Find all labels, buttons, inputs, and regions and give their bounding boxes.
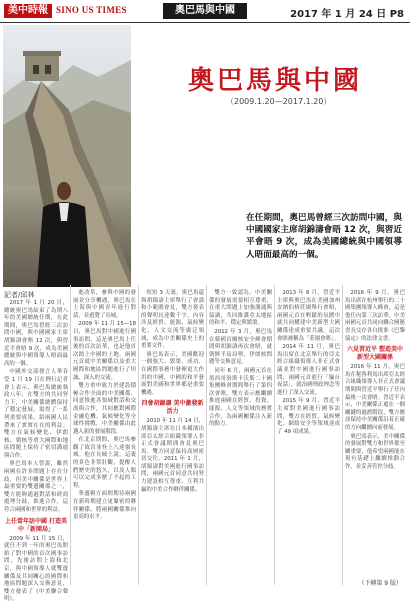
article-column-6 [345, 290, 405, 576]
column-paragraph: 2017 年 1 月 20 日，總統奧巴馬結束了為期八年的美國總統任期，在此期間，奧巴馬曾經三次訪問中國，與中國國家主席胡錦濤會晤 12 次，與習近平會晤 9 次，成為美國總統與中國領導人晤面最高的一個。 [4, 300, 68, 367]
column-paragraph: 2016 年 11 月，奧巴馬在秘魯利馬出席亞太經合組織領導人非正式會議期間與習近平舉行了任內最後一次會晤。習近平表示，中美關係正處在一個關鍵的過渡階段，雙方應該保持中美關係沿着正確的方向繼續向前發展。 [345, 364, 405, 431]
article-column-5 [277, 290, 340, 585]
article-column-4 [209, 290, 272, 585]
obama-great-wall-photo [3, 25, 131, 287]
column-paragraph: 2013 年 6 月，習近平主席與奧巴馬在美國加州安納伯格莊園舉行會晤，兩國元首在輕鬆的氛圍中就共同構建中美新型大國關係達成重要共識，這次會晤被稱為「莊園會晤」。 [277, 290, 340, 342]
page-date: 2017 年 1 月 24 日 P8 [290, 9, 404, 20]
column-paragraph: 2016 年 9 月，奧巴馬出席在杭州舉行的二十國集團領導人峰會，這是他任內第三次訪華。中美兩國元首共同向聯合國秘書長交存各自批准《巴黎協定》的法律文書。 [345, 290, 405, 342]
column-paragraph: 奧巴馬本人曾說，雖然兩國在許多問題上存在分歧，但美中關係是世界上最重要的雙邊關係之一，雙方能夠通過對話和磋商處理分歧，推進合作，這符合兩國和世界的利益。 [4, 461, 68, 514]
column-paragraph: 中國外交部發言人華春瑩 1 月 19 日在例行記者會上表示，奧巴馬總統執政八年，在雙方的共同努力下，中美關係總體保持了穩定發展，取得了一系列重要成果，給兩國人民帶來了實實在在的利益。雙方在氣候變化、伊朗核、朝核等重大國際和地區問題上保持了密切溝通與合作。 [4, 369, 68, 459]
column-divider [342, 285, 343, 585]
column-subhead: 上任當年訪中國 打造美中「新開局」 [4, 517, 68, 533]
column-paragraph: 短短 3 天裏，奧巴馬還與胡錦濤主席舉行了會談和小範圍會見，雙方發表的聲明長達數千字，內容涉及經貿、能源、氣候變化、人文交流等廣泛領域，成為中美關係史上的重要文件。 [141, 290, 204, 350]
column-paragraph: 2009 年 11 月 15 日，就任不到一年的奧巴馬開始了對中國的首次國事訪問，先後訪問上海和北京，與中國領導人就雙邊關係及共同關心的國際和地區問題深入交換意見，雙方發表了《中美聯合聲明》。 [4, 535, 68, 603]
newspaper-brand: SINO US TIMES [56, 5, 127, 15]
column-divider [274, 285, 275, 585]
column-paragraph: 進改革，參與中國的發展並分享機遇，奧巴馬在上海與中國青年進行對話，並遊覽了長城。 [73, 290, 136, 319]
column-paragraph: 在北京期間，奧巴馬參觀了故宮並登上八達嶺長城。他在長城上說，這裏的景色非常壯觀，提醒人們歷史的悠久，以及人類可以完成多麼了不起的工程。 [73, 437, 136, 489]
column-paragraph: 雙方一致認為，中美關係的發展需要相互尊重，在重大問題上加強溝通與協調，共同維護亞太地區的和平、穩定與繁榮。 [209, 290, 272, 327]
headline: 奧巴馬與中國 [188, 66, 363, 96]
column-paragraph: 2009 年 11 月 15—18 日，奧巴馬對中國進行國事訪問。這是奧巴馬上任後的首次訪華，也是他首次踏上中國的土地，兩國元首就中美關係以及重大國際和地區問題進行了坦誠、深入的交流。 [73, 321, 136, 381]
column-paragraph: 同年 6 月，兩國元首在墨西哥洛斯卡沃斯二十國集團峰會期間舉行了第四次會晤，雙方表示應繼續推進兩國在經貿、投資、能源、人文等領域的務實合作，為兩國關係注入新的動力。 [209, 367, 272, 428]
section-title: 奧巴馬與中國 [163, 3, 247, 19]
byline: 記者/邱林 [4, 291, 35, 299]
newspaper-logo: 美中時報 [4, 4, 52, 18]
column-paragraph: 2014 年 11 月，奧巴馬出席在北京舉行的亞太經合組織領導人非正式會議並對中國進行國事訪問，兩國元首進行「瀛台夜話」，就治國理政理念等進行了深入交流。 [277, 344, 340, 396]
page-header [0, 0, 410, 23]
column-subhead: 六見習近平 塑造美中新型大國關係 [346, 346, 404, 362]
article-column-2 [73, 290, 136, 585]
column-paragraph: 2010 年 11 月 14 日，胡錦濤主席在日本橫濱出席亞太經合組織領導人非正式會議期間會見奧巴馬。雙方同意保持高層密切交往。2011 年 1 月，胡錦濤對美國進行國事訪問，兩國元首同意共同努力建設相互尊重、互利共贏的中美合作夥伴關係。 [141, 418, 204, 493]
column-paragraph: 2015 年 9 月，習近平主席對美國進行國事訪問，雙方在經貿、氣候變化、網絡安全等領域達成了 49 項成果。 [277, 398, 340, 435]
column-divider [70, 285, 71, 585]
person-head [57, 182, 71, 200]
column-subhead: 四會胡錦濤 美中激發新活力 [141, 400, 204, 416]
column-paragraph: 雙方重申致力於建設積極合作全面的中美關係，同意推進各領域對話和交流與合作，共同應對國際金融危機、氣候變化等全球性挑戰，中美關係由此邁入新的發展階段。 [73, 383, 136, 435]
continued-note: （下轉第 9 版） [358, 580, 402, 587]
column-paragraph: 奧巴馬表示，美中關係的發展對雙方和世界都至關重要，他希望兩國能在現有基礎上繼續推動合作，並妥善管控分歧。 [345, 433, 405, 470]
column-paragraph: 華盛頓方面則期待兩國在新時期建立更緊密的夥伴關係，將兩國關係推向更高的水平。 [73, 491, 136, 521]
article-column-3 [141, 290, 204, 585]
column-divider [206, 285, 207, 585]
column-paragraph: 2012 年 3 月，奧巴馬在韓國首爾核安全峰會期間與胡錦濤再次會晤，就朝鮮半島局勢、伊朗核問題等交換意見。 [209, 328, 272, 366]
pull-quote: 在任期間，奧巴馬曾經三次訪問中國，與中國國家主席胡錦濤會晤 12 次，與習近平會晤 9 次，成為美國總統與中國領導人晤面最高的一個。 [246, 213, 402, 260]
headline-dates: （2009.1.20—2017.1.20） [226, 97, 332, 106]
great-wall-illustration [3, 25, 131, 287]
column-divider [138, 285, 139, 585]
article-column-1 [4, 300, 68, 603]
column-paragraph: 奧巴馬表示，美國歡迎一個強大、繁榮、成功、在國際事務中發揮更大作用的中國，中國的和平發展對美國和世界都是重要機遇。 [141, 351, 204, 396]
watchtower [25, 55, 59, 81]
